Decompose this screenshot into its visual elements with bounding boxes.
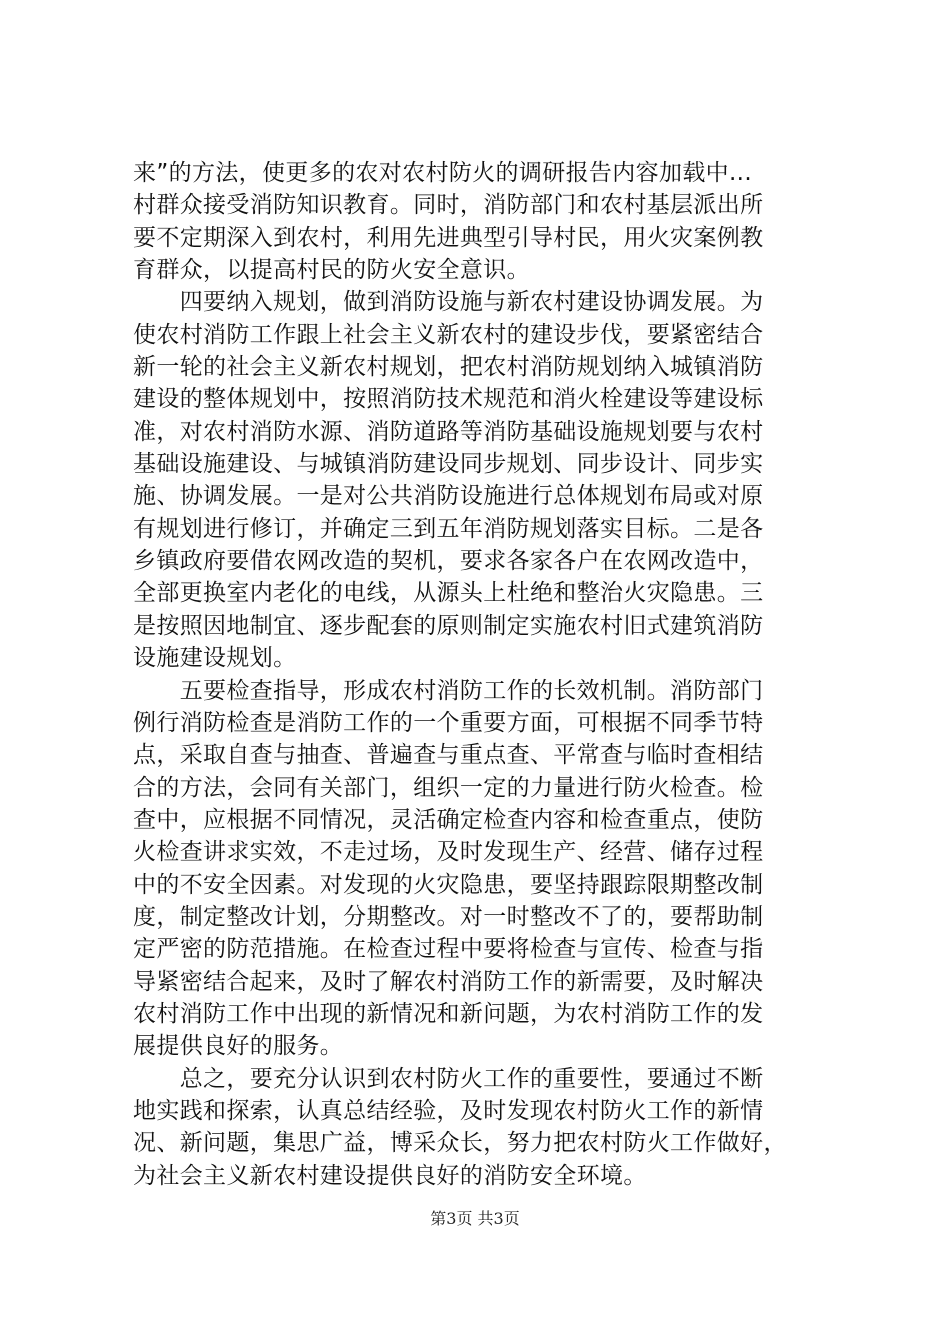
text-line: 为社会主义新农村建设提供良好的消防安全环境。: [133, 1162, 647, 1189]
text-line: 新一轮的社会主义新农村规划，把农村消防规划纳入城镇消防: [133, 354, 764, 381]
text-line: 施、协调发展。一是对公共消防设施进行总体规划布局或对原: [133, 483, 764, 510]
text-line: 度，制定整改计划，分期整改。对一时整改不了的，要帮助制: [133, 903, 764, 930]
text-line: 总之，要充分认识到农村防火工作的重要性，要通过不断: [133, 1065, 764, 1092]
text-line: 导紧密结合起来，及时了解农村消防工作的新需要，及时解决: [133, 968, 764, 995]
text-line: 使农村消防工作跟上社会主义新农村的建设步伐，要紧密结合: [133, 321, 764, 348]
text-line: 乡镇政府要借农网改造的契机，要求各家各户在农网改造中，: [133, 548, 764, 575]
text-line: 村群众接受消防知识教育。同时，消防部门和农村基层派出所: [133, 192, 764, 219]
text-line: 火检查讲求实效，不走过场，及时发现生产、经营、储存过程: [133, 839, 764, 866]
text-line: 育群众，以提高村民的防火安全意识。: [133, 257, 530, 284]
text-line: 四要纳入规划，做到消防设施与新农村建设协调发展。为: [133, 289, 764, 316]
page-number-footer: 第3页 共3页: [430, 1209, 520, 1228]
text-line: 准，对农村消防水源、消防道路等消防基础设施规划要与农村: [133, 418, 764, 445]
text-line: 合的方法，会同有关部门，组织一定的力量进行防火检查。检: [133, 774, 764, 801]
text-line: 是按照因地制宜、逐步配套的原则制定实施农村旧式建筑消防: [133, 612, 764, 639]
text-line: 查中，应根据不同情况，灵活确定检查内容和检查重点，使防: [133, 806, 764, 833]
text-line: 有规划进行修订，并确定三到五年消防规划落实目标。二是各: [133, 515, 764, 542]
text-line: 设施建设规划。: [133, 645, 297, 672]
text-line: 点，采取自查与抽查、普遍查与重点查、平常查与临时查相结: [133, 742, 764, 769]
text-line: 中的不安全因素。对发现的火灾隐患，要坚持跟踪限期整改制: [133, 871, 764, 898]
text-line: 基础设施建设、与城镇消防建设同步规划、同步设计、同步实: [133, 451, 764, 478]
text-line: 地实践和探索，认真总结经验，及时发现农村防火工作的新情: [133, 1097, 764, 1124]
text-line: 况、新问题，集思广益，博采众长，努力把农村防火工作做好，: [133, 1130, 787, 1157]
text-line: 展提供良好的服务。: [133, 1033, 344, 1060]
document-body: [133, 157, 833, 1192]
text-line: 定严密的防范措施。在检查过程中要将检查与宣传、检查与指: [133, 936, 764, 963]
text-line: 例行消防检查是消防工作的一个重要方面，可根据不同季节特: [133, 709, 764, 736]
text-line: 来”的方法，使更多的农对农村防火的调研报告内容加载中...: [133, 160, 752, 186]
text-line: 建设的整体规划中，按照消防技术规范和消火栓建设等建设标: [133, 386, 764, 413]
text-line: 要不定期深入到农村，利用先进典型引导村民，用火灾案例教: [133, 224, 764, 251]
text-line: 五要检查指导，形成农村消防工作的长效机制。消防部门: [133, 677, 764, 704]
text-line: 全部更换室内老化的电线，从源头上杜绝和整治火灾隐患。三: [133, 580, 764, 607]
text-line: 农村消防工作中出现的新情况和新问题，为农村消防工作的发: [133, 1000, 764, 1027]
